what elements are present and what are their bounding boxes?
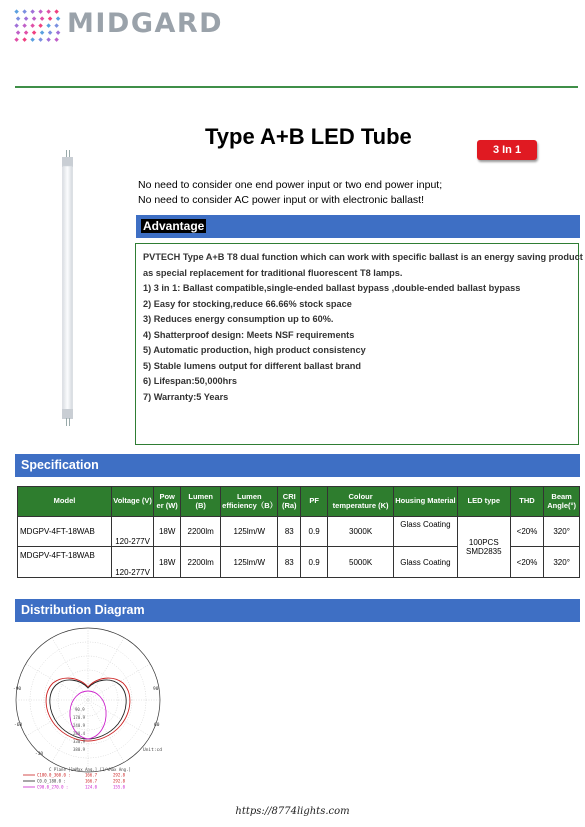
logo-dot [46,9,51,14]
logo-dot [38,23,43,28]
header-divider [15,86,578,88]
cell-voltage: 120-277V [112,547,154,578]
legend-label: C90.0_270.0 : [37,784,69,790]
logo-dot [30,23,35,28]
specification-table [17,486,580,578]
cell-housing: Glass Coating [394,547,458,578]
logo-dot [40,16,45,21]
led-tube-image [60,150,75,426]
angle-label: 90 [153,687,159,692]
table-row [18,517,580,547]
cell-housing: Glass Coating [394,517,458,547]
legend-label: C180.0_360.0 : [37,772,71,778]
col-lumen: Lumen (B) [181,487,221,517]
logo-dot [54,9,59,14]
cell-voltage: 120-277V [112,517,154,547]
cell-power: 18W [154,547,181,578]
ring-label: 240.9 [73,723,86,728]
logo-dot [22,9,27,14]
cell-lumen: 2200lm [181,517,221,547]
col-voltage: Voltage (V) [112,487,154,517]
logo-dot [40,30,45,35]
logo-dot [48,16,53,21]
cell-beam: 320° [544,547,580,578]
col-housing: Housing Material [394,487,458,517]
angle-label: 60 [154,723,160,728]
advantage-line: 2) Easy for stocking,reduce 66.66% stock space [143,298,352,309]
logo-dot [48,30,53,35]
intro-line: No need to consider one end power input or two end power input; [138,179,443,191]
col-model: Model [18,487,112,517]
logo-dot [24,16,29,21]
distribution-heading: Distribution Diagram [15,599,580,622]
cell-pf: 0.9 [301,517,328,547]
ring-label: 280.4 [73,731,86,736]
intro-line: No need to consider AC power input or with electronic ballast! [138,193,424,206]
cell-efficiency: 125lm/W [221,517,278,547]
cell-cri: 83 [278,517,301,547]
col-beam: Beam Angle(°) [544,487,580,517]
product-intro [138,178,442,207]
advantage-line: 7) Warranty:5 Years [143,391,229,402]
angle-label: -30 [35,752,44,757]
polar-distribution-diagram [13,625,163,795]
unit-label: Unit:cd [143,748,162,753]
col-efficiency: Lumen efficiency（B） [221,487,278,517]
advantage-line: 1) 3 in 1: Ballast compatible,single-ended ballast bypass ,double-ended ballast bypass [143,283,521,293]
logo-dot [56,16,61,21]
logo-dot [38,37,43,42]
footer-url[interactable]: https://8774lights.com [235,806,350,817]
advantage-list [143,250,583,405]
angle-label: -60 [14,723,23,728]
product-title: Type A+B LED Tube [205,124,412,149]
logo-dot [32,16,37,21]
cell-beam: 320° [544,517,580,547]
legend-value: 155.0 [113,784,126,790]
logo-dot [14,9,19,14]
logo-dot [22,37,27,42]
legend-value: 292.8 [113,772,126,778]
legend-label: C0.0_180.0 : [37,778,66,784]
polar-outer-circle [16,628,160,772]
logo-dot [46,23,51,28]
legend-value: 166.7 [85,772,98,778]
advantage-line: PVTECH Type A+B T8 dual function which can work with specific ballast is an energy saving product [143,252,583,262]
cell-model: MDGPV-4FT-18WAB [18,547,112,578]
ring-label: 330.9 [73,739,86,744]
advantage-heading: Advantage [143,219,205,233]
logo-dot [14,37,19,42]
legend-value: 124.0 [85,784,98,790]
logo-dot [16,16,21,21]
table-header-row [18,487,580,517]
advantage-line: 5) Automatic production, high product consistency [143,345,366,355]
logo-dot [30,37,35,42]
ring-label: 90.9 [75,707,85,712]
cell-thd: <20% [510,547,544,578]
advantage-line: 5) Stable lumens output for different ballast brand [143,360,361,371]
advantage-line: 3) Reduces energy consumption up to 60%. [143,314,334,324]
brand-name: MIDGARD [67,8,224,39]
logo-dot [32,30,37,35]
col-cri: CRI (Ra) [278,487,301,517]
logo-dot [54,23,59,28]
cell-thd: <20% [510,517,544,547]
col-power: Pow er (W) [154,487,181,517]
midgard-logo-mark [13,8,65,44]
col-thd: THD [510,487,544,517]
angle-label: -90 [13,687,22,692]
logo-dot [46,37,51,42]
logo-dot [14,23,19,28]
specification-heading: Specification [15,454,580,477]
col-pf: PF [301,487,328,517]
logo-dot [24,30,29,35]
advantage-line: as special replacement for traditional fluorescent T8 lamps. [143,267,403,278]
legend-value: 166.7 [85,778,98,784]
ring-label: 170.9 [73,715,86,720]
logo-dot [30,9,35,14]
logo-dot [38,9,43,14]
cell-cri: 83 [278,547,301,578]
cell-pf: 0.9 [301,547,328,578]
col-cct: Colour temperature (K) [328,487,394,517]
cell-led-type: 100PCS SMD2835 [457,517,510,578]
logo-dot [56,30,61,35]
cell-cct: 3000K [328,517,394,547]
cell-model: MDGPV-4FT-18WAB [18,517,112,547]
three-in-one-badge: 3 In 1 [477,140,537,160]
logo-dot [16,30,21,35]
logo-dot [22,23,27,28]
cell-power: 18W [154,517,181,547]
legend-title: C Plane [1%Max Ang.] [1/%Max Ang.] [49,767,131,772]
advantage-line: 4) Shatterproof design: Meets NSF requirements [143,329,355,340]
advantage-line: 6) Lifespan:50,000hrs [143,376,237,386]
legend-value: 292.8 [113,778,126,784]
col-led-type: LED type [457,487,510,517]
cell-lumen: 2200lm [181,547,221,578]
ring-label: 380.9 [73,747,86,752]
cell-efficiency: 125lm/W [221,547,278,578]
cell-cct: 5000K [328,547,394,578]
logo-dot [54,37,59,42]
